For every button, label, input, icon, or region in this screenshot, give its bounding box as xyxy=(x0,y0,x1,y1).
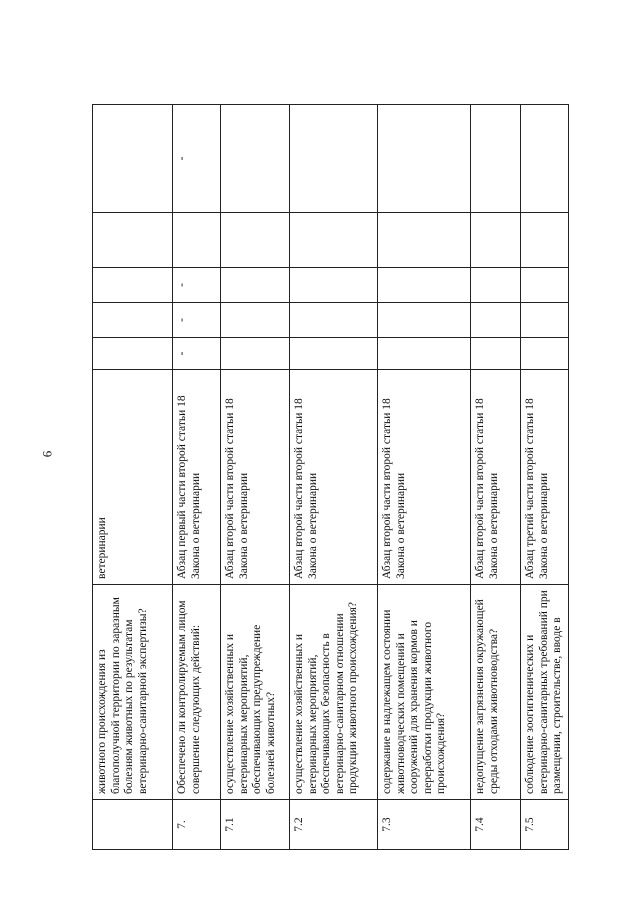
row-number xyxy=(93,800,173,850)
answer-cell-extra xyxy=(173,213,221,268)
answer-cell-yes xyxy=(378,338,471,370)
answer-cell-na xyxy=(93,268,173,303)
answer-cell-yes xyxy=(93,338,173,370)
question-cell: животного происхождения из благополучной территории по заразным болезням животных по результатам ветеринарно-санитарной экспертизы? xyxy=(93,585,173,800)
answer-cell-yes xyxy=(221,338,290,370)
checklist-table-wrapper xyxy=(92,105,566,850)
row-number: 7.5 xyxy=(521,800,569,850)
table-row xyxy=(471,105,521,850)
answer-cell-yes xyxy=(471,338,521,370)
note-cell xyxy=(378,105,471,213)
table-row xyxy=(521,105,569,850)
answer-cell-no xyxy=(471,303,521,338)
row-number: 7.4 xyxy=(471,800,521,850)
note-cell xyxy=(290,105,378,213)
legal-reference-cell: Абзац второй части второй статьи 18 Закона о ветеринарии xyxy=(290,370,378,585)
answer-cell-na xyxy=(471,268,521,303)
table-row xyxy=(93,105,173,850)
checklist-table xyxy=(92,104,569,850)
row-number: 7.1 xyxy=(221,800,290,850)
answer-cell-yes xyxy=(521,338,569,370)
answer-cell-no xyxy=(93,303,173,338)
legal-reference-cell: Абзац третий части второй статьи 18 Закона о ветеринарии xyxy=(521,370,569,585)
note-cell xyxy=(471,105,521,213)
table-row xyxy=(221,105,290,850)
legal-reference-cell: Абзац второй части второй статьи 18 Закона о ветеринарии xyxy=(221,370,290,585)
question-cell: осуществление хозяйственных и ветеринарных мероприятий, обеспечивающих безопасность в ветеринарно-санитарном отношении продукции животного происхождения? xyxy=(290,585,378,800)
question-cell: недопущение загрязнения окружающей среды отходами животноводства? xyxy=(471,585,521,800)
row-number: 7.2 xyxy=(290,800,378,850)
note-cell: - xyxy=(173,105,221,213)
answer-cell-extra xyxy=(221,213,290,268)
note-cell xyxy=(93,105,173,213)
answer-cell-extra xyxy=(378,213,471,268)
answer-cell-yes xyxy=(290,338,378,370)
answer-cell-na xyxy=(378,268,471,303)
note-cell xyxy=(521,105,569,213)
answer-cell-extra xyxy=(471,213,521,268)
question-cell: Обеспечено ли контролируемым лицом совершение следующих действий: xyxy=(173,585,221,800)
question-cell: осуществление хозяйственных и ветеринарных мероприятий, обеспечивающих предупреждение болезней животных? xyxy=(221,585,290,800)
answer-cell-no xyxy=(378,303,471,338)
answer-cell-extra xyxy=(521,213,569,268)
row-number: 7.3 xyxy=(378,800,471,850)
note-cell xyxy=(221,105,290,213)
answer-cell-no xyxy=(290,303,378,338)
legal-reference-cell: ветеринарии xyxy=(93,370,173,585)
answer-cell-extra xyxy=(290,213,378,268)
answer-cell-no xyxy=(221,303,290,338)
question-cell: соблюдение зоогигиенических и ветеринарно-санитарных требований при размещении, строительстве, вводе в xyxy=(521,585,569,800)
answer-cell-na xyxy=(290,268,378,303)
table-row xyxy=(378,105,471,850)
legal-reference-cell: Абзац второй части второй статьи 18 Закона о ветеринарии xyxy=(378,370,471,585)
answer-cell-no xyxy=(521,303,569,338)
answer-cell-na xyxy=(221,268,290,303)
answer-cell-yes: - xyxy=(173,338,221,370)
legal-reference-cell: Абзац второй части второй статьи 18 Закона о ветеринарии xyxy=(471,370,521,585)
answer-cell-na: - xyxy=(173,268,221,303)
table-row xyxy=(173,105,221,850)
table-row xyxy=(290,105,378,850)
legal-reference-cell: Абзац первый части второй статьи 18 Закона о ветеринарии xyxy=(173,370,221,585)
answer-cell-extra xyxy=(93,213,173,268)
answer-cell-no: - xyxy=(173,303,221,338)
row-number: 7. xyxy=(173,800,221,850)
answer-cell-na xyxy=(521,268,569,303)
page-number: 6 xyxy=(39,450,55,458)
question-cell: содержание в надлежащем состоянии животноводческих помещений и сооружений для хранения кормов и переработки продукции животного происхождения? xyxy=(378,585,471,800)
